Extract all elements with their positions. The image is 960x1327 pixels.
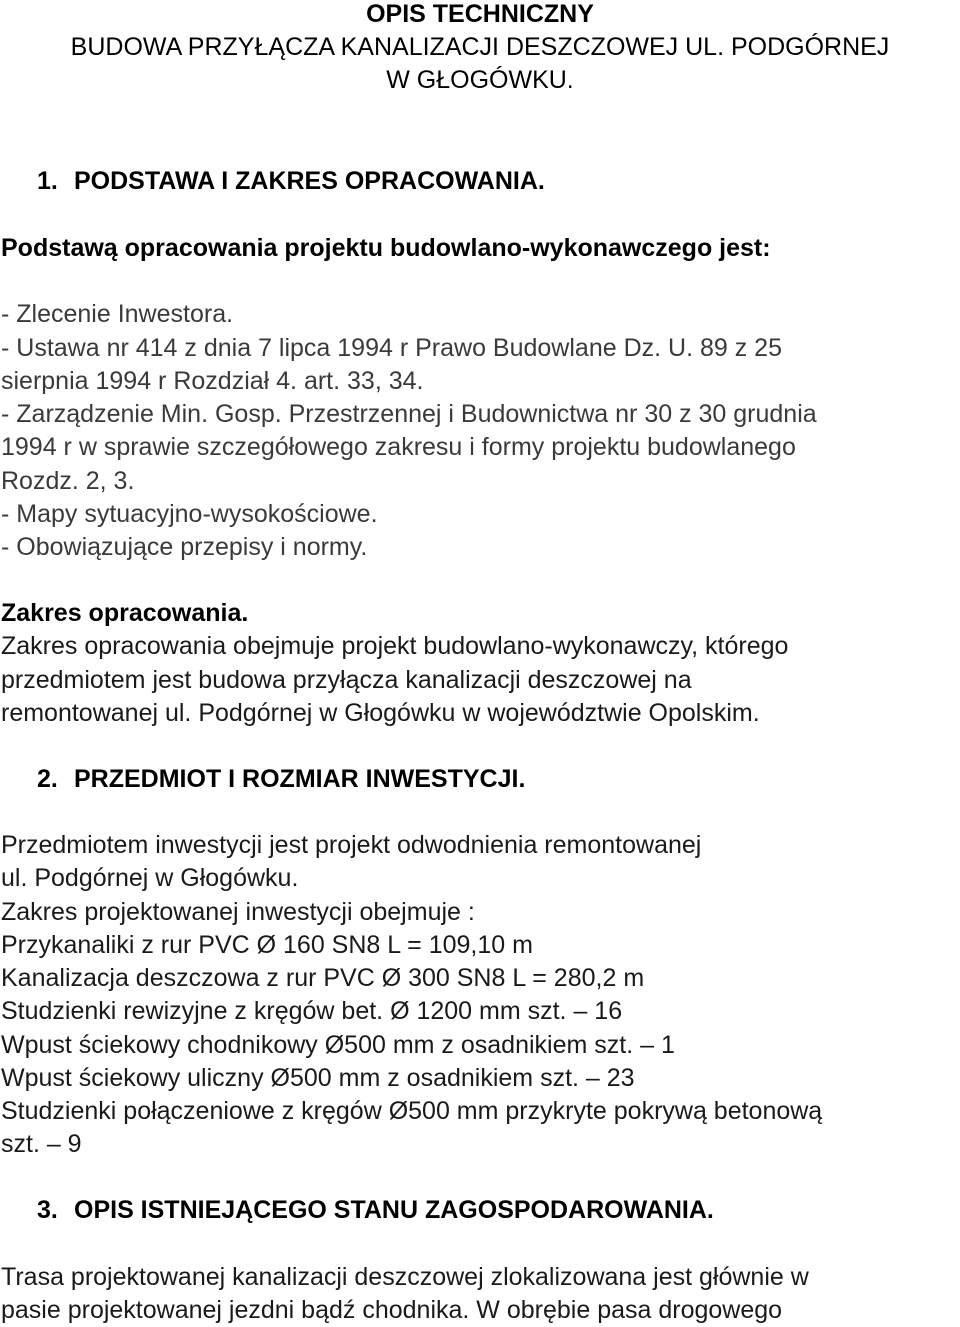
section-3-title: OPIS ISTNIEJĄCEGO STANU ZAGOSPODAROWANIA. <box>74 1196 714 1224</box>
existing-state-line: pasie projektowanej jezdni bądź chodnika. W obrębie pasa drogowego <box>1 1296 783 1324</box>
document-title: OPIS TECHNICZNY <box>366 0 594 28</box>
basis-line: 1994 r w sprawie szczegółowego zakresu i formy projektu budowlanego <box>1 433 796 461</box>
section-2-title: PRZEDMIOT I ROZMIAR INWESTYCJI. <box>74 765 526 793</box>
document-subtitle-line-1: BUDOWA PRZYŁĄCZA KANALIZACJI DESZCZOWEJ UL. PODGÓRNEJ <box>70 33 890 61</box>
existing-state-line: Trasa projektowanej kanalizacji deszczowej zlokalizowana jest głównie w <box>1 1263 809 1291</box>
section-3-heading <box>37 1194 714 1227</box>
investment-line: Studzienki rewizyjne z kręgów bet. Ø 1200 mm szt. – 16 <box>1 997 623 1025</box>
basis-line: sierpnia 1994 r Rozdział 4. art. 33, 34. <box>1 367 424 395</box>
document-subtitle-line-2: W GŁOGÓWKU. <box>386 66 574 94</box>
basis-line: - Mapy sytuacyjno-wysokościowe. <box>1 500 378 528</box>
investment-line: Kanalizacja deszczowa z rur PVC Ø 300 SN8 L = 280,2 m <box>1 964 645 992</box>
basis-line: Rozdz. 2, 3. <box>1 467 135 495</box>
scope-line: remontowanej ul. Podgórnej w Głogówku w województwie Opolskim. <box>1 699 760 727</box>
scope-heading: Zakres opracowania. <box>1 599 249 627</box>
scope-line: przedmiotem jest budowa przyłącza kanalizacji deszczowej na <box>1 666 692 694</box>
investment-line: Wpust ściekowy uliczny Ø500 mm z osadnikiem szt. – 23 <box>1 1064 635 1092</box>
basis-line: - Obowiązujące przepisy i normy. <box>1 533 368 561</box>
investment-line: ul. Podgórnej w Głogówku. <box>1 864 299 892</box>
investment-line: Przykanaliki z rur PVC Ø 160 SN8 L = 109,10 m <box>1 931 533 959</box>
scope-line: Zakres opracowania obejmuje projekt budowlano-wykonawczy, którego <box>1 632 789 660</box>
section-3-number: 3. <box>37 1196 58 1224</box>
investment-line: Wpust ściekowy chodnikowy Ø500 mm z osadnikiem szt. – 1 <box>1 1031 675 1059</box>
section-1-heading <box>37 165 545 198</box>
section-1-title: PODSTAWA I ZAKRES OPRACOWANIA. <box>74 167 545 195</box>
basis-line: - Ustawa nr 414 z dnia 7 lipca 1994 r Prawo Budowlane Dz. U. 89 z 25 <box>1 334 782 362</box>
basis-heading: Podstawą opracowania projektu budowlano-wykonawczego jest: <box>1 234 771 262</box>
investment-line: szt. – 9 <box>1 1130 82 1158</box>
section-2-heading <box>37 763 525 796</box>
investment-line: Przedmiotem inwestycji jest projekt odwodnienia remontowanej <box>1 831 702 859</box>
investment-line: Zakres projektowanej inwestycji obejmuje : <box>1 898 475 926</box>
investment-line: Studzienki połączeniowe z kręgów Ø500 mm przykryte pokrywą betonową <box>1 1097 823 1125</box>
section-1-number: 1. <box>37 167 58 195</box>
section-2-number: 2. <box>37 765 58 793</box>
basis-line: - Zlecenie Inwestora. <box>1 300 234 328</box>
basis-line: - Zarządzenie Min. Gosp. Przestrzennej i Budownictwa nr 30 z 30 grudnia <box>1 400 817 428</box>
